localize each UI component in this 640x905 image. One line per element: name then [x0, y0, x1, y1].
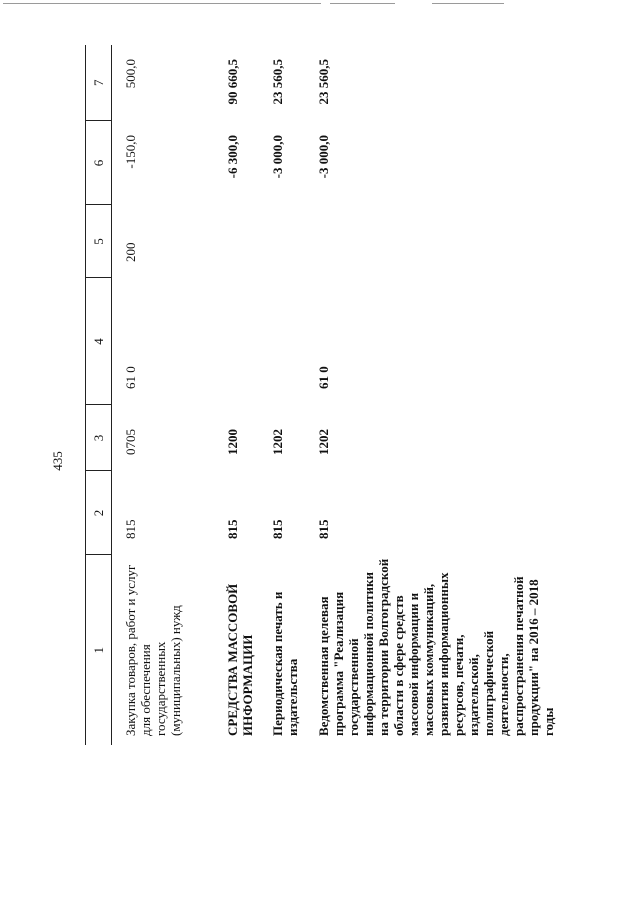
expense-type-cell [260, 205, 306, 278]
table-row [260, 45, 306, 745]
change-amount-cell: -6 300,0 [224, 135, 240, 179]
budget-table-container [85, 45, 640, 745]
change-amount-cell: -150,0 [123, 135, 138, 169]
table-row [215, 45, 260, 745]
total-amount-cell: 500,0 [123, 59, 138, 89]
scan-mark [330, 3, 395, 4]
expense-type-cell: 200 [123, 242, 138, 262]
column-header: 1 [86, 555, 112, 745]
expense-type-cell [215, 205, 260, 278]
ministry-code-cell: 815 [315, 519, 331, 539]
column-header: 2 [86, 471, 112, 555]
section-code-cell: 1200 [224, 429, 240, 455]
column-header: 4 [86, 278, 112, 405]
change-amount-cell: -3 000,0 [269, 135, 285, 179]
target-article-cell: 61 0 [123, 366, 138, 389]
total-amount-cell: 23 560,5 [315, 59, 331, 105]
table-header-row [86, 45, 112, 745]
row-name-cell: Закупка товаров, работ и услуг для обеспечения государственных (муниципальных) нужд [123, 564, 183, 736]
section-code-cell: 1202 [269, 429, 285, 455]
target-article-cell [215, 278, 260, 405]
column-header: 5 [86, 205, 112, 278]
page-number: 435 [50, 451, 65, 471]
total-amount-cell: 90 660,5 [224, 59, 240, 105]
ministry-code-cell: 815 [269, 519, 285, 539]
ministry-code-cell: 815 [123, 519, 138, 539]
budget-table [85, 45, 556, 745]
row-name-cell: Периодическая печать и издательства [269, 591, 300, 736]
table-row [112, 45, 215, 745]
change-amount-cell: -3 000,0 [315, 135, 331, 179]
ministry-code-cell: 815 [224, 519, 240, 539]
column-header: 6 [86, 121, 112, 205]
row-name-cell: СРЕДСТВА МАССОВОЙ ИНФОРМАЦИИ [224, 583, 255, 736]
target-article-cell [260, 278, 306, 405]
column-header: 3 [86, 405, 112, 471]
row-name-cell: Ведомственная целевая программа "Реализация государственной информационной политики на территории Волгоградской области в сфере средств массовой информации и массовых коммуникаций, развития информационных ресурсов, печати, издательской, полиграфической деятельности, распространения печатной продукции" на 2016 – 2018 годы [315, 558, 556, 736]
table-row [306, 45, 556, 745]
total-amount-cell: 23 560,5 [269, 59, 285, 105]
target-article-cell: 61 0 [315, 366, 331, 389]
expense-type-cell [306, 205, 556, 278]
scan-mark [3, 3, 321, 4]
scan-mark [432, 3, 504, 4]
section-code-cell: 0705 [123, 429, 138, 455]
section-code-cell: 1202 [315, 429, 331, 455]
column-header: 7 [86, 45, 112, 121]
